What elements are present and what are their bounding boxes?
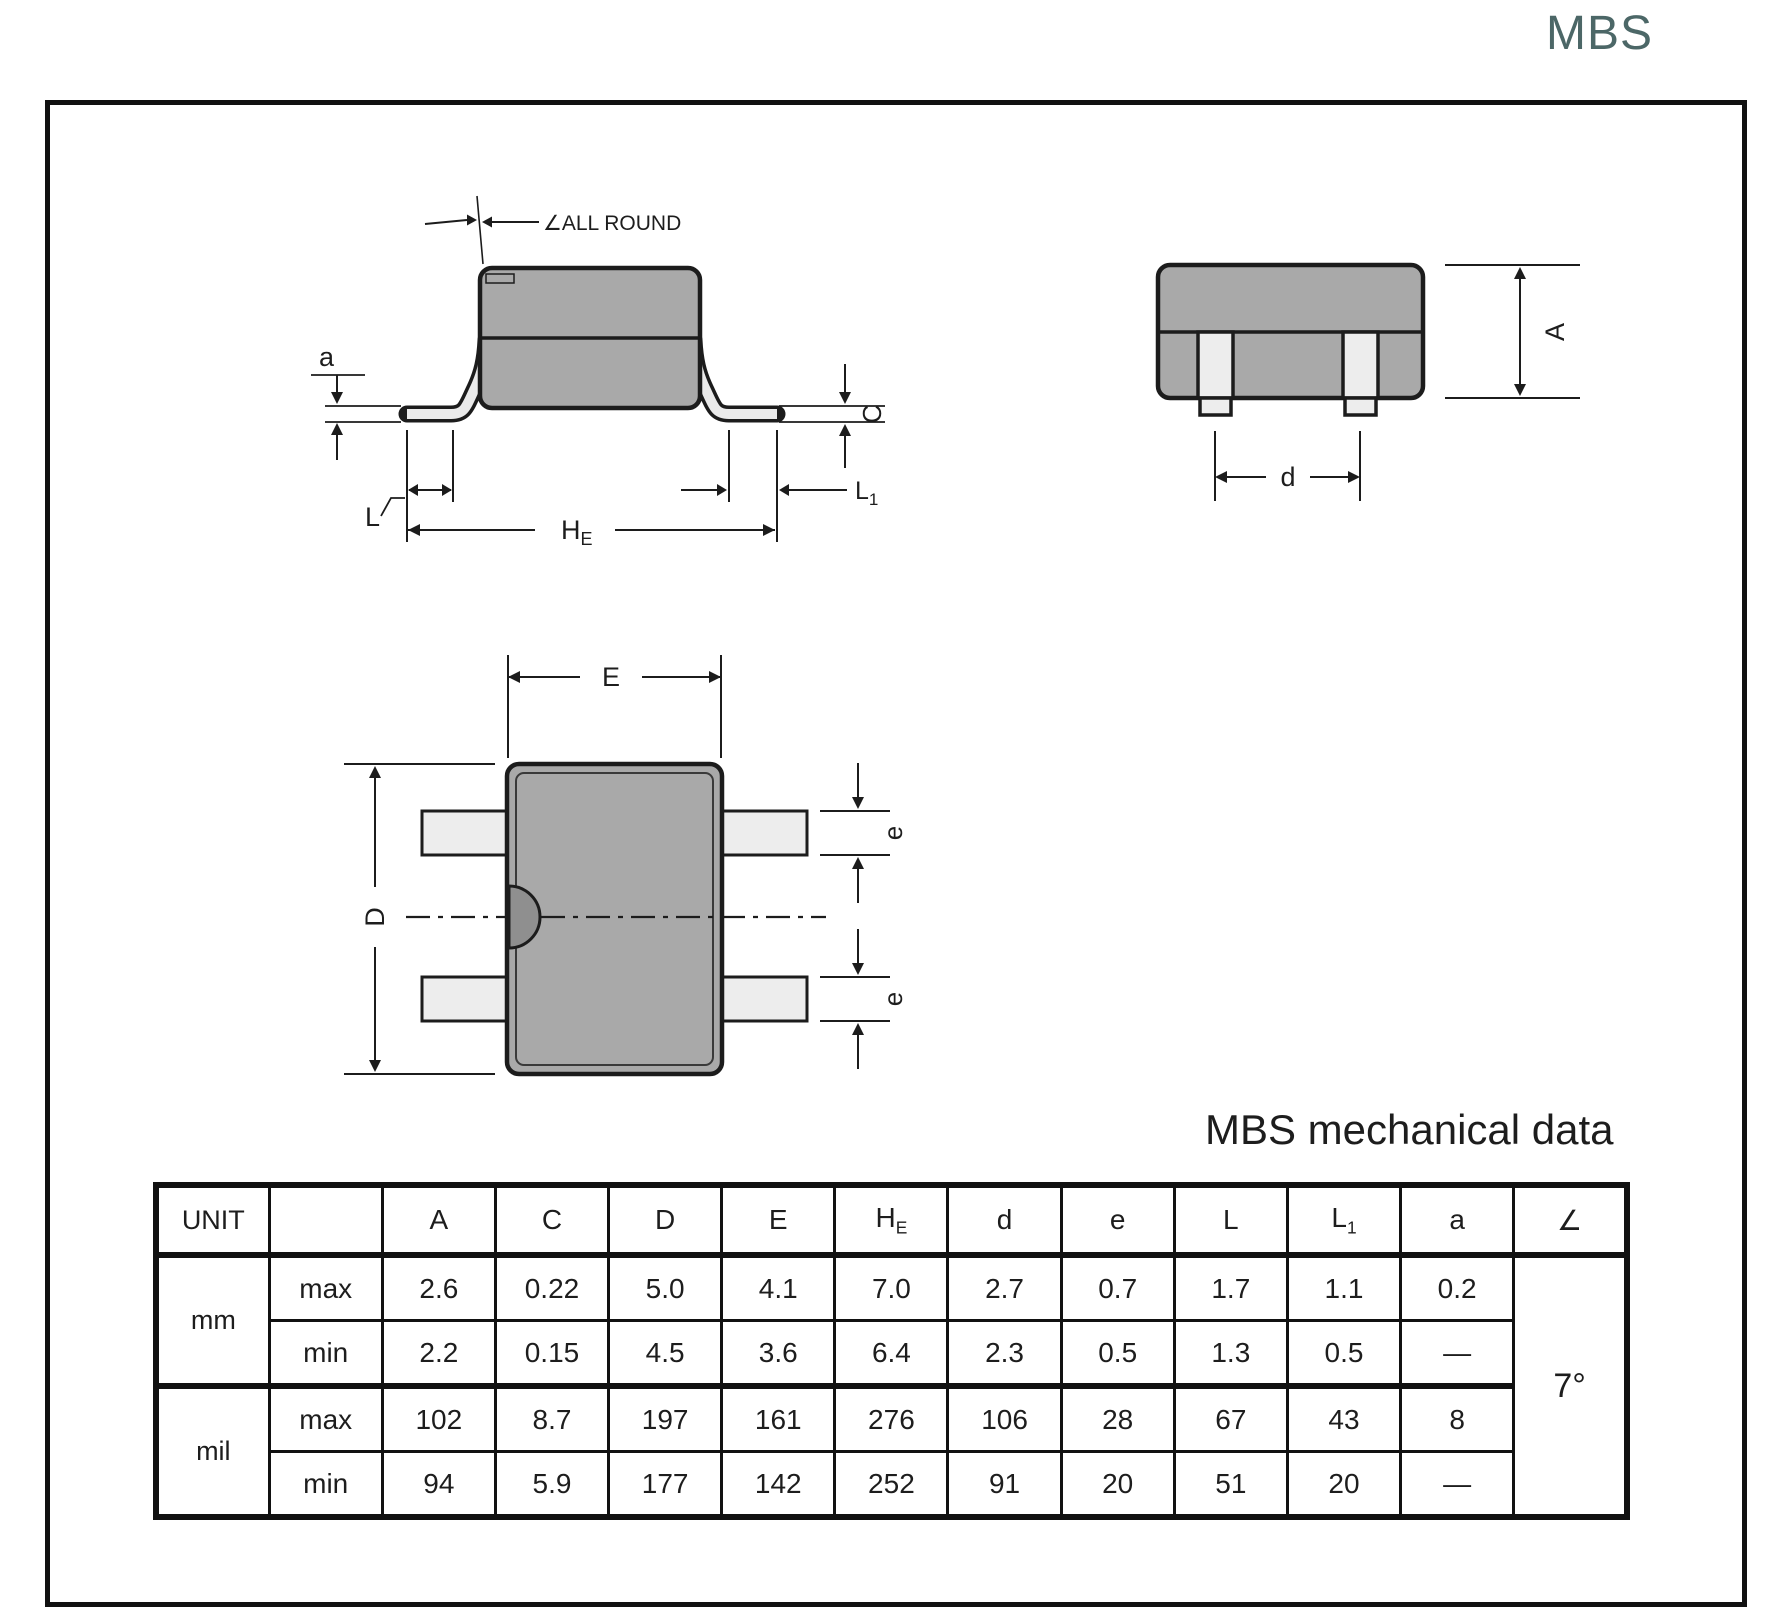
dim-e-lower-label: e <box>878 991 908 1007</box>
dim-l1-label: $L_1$ <box>855 477 879 509</box>
angle-value: 7° <box>1514 1255 1627 1517</box>
cell: 8 <box>1401 1386 1514 1452</box>
row-mil-max <box>156 1386 1627 1452</box>
cell: 252 <box>835 1452 948 1518</box>
cell: 8.7 <box>495 1386 608 1452</box>
cell: 0.5 <box>1287 1321 1400 1387</box>
table-title: MBS mechanical data <box>1205 1106 1614 1153</box>
cell: 161 <box>722 1386 835 1452</box>
cell: 2.7 <box>948 1255 1061 1321</box>
dim-l-label: L <box>365 502 381 532</box>
row-label: min <box>269 1321 382 1387</box>
cell: 5.0 <box>609 1255 722 1321</box>
dim-d <box>1215 431 1360 501</box>
dim-he-label: $H_E$ <box>561 515 593 549</box>
row-mm-max <box>156 1255 1627 1321</box>
cell: 1.7 <box>1174 1255 1287 1321</box>
dim-a <box>311 342 401 460</box>
all-round-callout <box>425 196 681 264</box>
cell: 4.1 <box>722 1255 835 1321</box>
dim-a-cap-label: A <box>1540 322 1570 342</box>
cell: 20 <box>1287 1452 1400 1518</box>
cell: 2.6 <box>382 1255 495 1321</box>
cell: 5.9 <box>495 1452 608 1518</box>
lead-left <box>407 340 486 414</box>
mechanical-data-table <box>153 1182 1630 1520</box>
end-view-diagram <box>1120 255 1590 505</box>
dim-e-cap-label: E <box>601 662 621 692</box>
dim-c-label: C <box>857 404 887 424</box>
table-header-row <box>156 1185 1627 1255</box>
cell: 7.0 <box>835 1255 948 1321</box>
dim-e-upper <box>820 763 908 903</box>
cell: — <box>1401 1452 1514 1518</box>
cell: 2.3 <box>948 1321 1061 1387</box>
dim-he <box>408 515 775 549</box>
dim-e-lower <box>820 929 908 1069</box>
cell: 4.5 <box>609 1321 722 1387</box>
pin-right <box>1343 332 1378 415</box>
cell: 0.22 <box>495 1255 608 1321</box>
row-mm-min <box>156 1321 1627 1387</box>
pin-top-right <box>722 811 807 855</box>
header-col-E: E <box>722 1185 835 1255</box>
cell: 67 <box>1174 1386 1287 1452</box>
dim-a-label: a <box>319 342 335 372</box>
dim-d-label: d <box>1280 462 1296 492</box>
row-label: min <box>269 1452 382 1518</box>
dim-d-cap-label: D <box>360 907 390 927</box>
cell: 1.1 <box>1287 1255 1400 1321</box>
pin-bottom-left <box>422 977 507 1021</box>
cell: 94 <box>382 1452 495 1518</box>
cell: 20 <box>1061 1452 1174 1518</box>
cell: 0.15 <box>495 1321 608 1387</box>
header-col-C: C <box>495 1185 608 1255</box>
header-col-e: e <box>1061 1185 1174 1255</box>
dim-l1 <box>681 430 878 542</box>
cell: 276 <box>835 1386 948 1452</box>
all-round-label: ∠ALL ROUND <box>543 212 682 235</box>
header-col-L1: $L_1$ <box>1287 1185 1400 1255</box>
pin-bottom-right <box>722 977 807 1021</box>
unit-mm: mm <box>156 1255 269 1386</box>
side-view-diagram <box>285 190 945 550</box>
header-col-A: A <box>382 1185 495 1255</box>
unit-mil: mil <box>156 1386 269 1517</box>
header-unit: UNIT <box>156 1185 269 1255</box>
row-label: max <box>269 1386 382 1452</box>
dim-l <box>365 430 453 542</box>
cell: 51 <box>1174 1452 1287 1518</box>
cell: 0.2 <box>1401 1255 1514 1321</box>
cell: 43 <box>1287 1386 1400 1452</box>
top-view-diagram <box>330 625 920 1095</box>
cell: — <box>1401 1321 1514 1387</box>
dim-e-cap <box>508 655 721 758</box>
cell: 197 <box>609 1386 722 1452</box>
cell: 1.3 <box>1174 1321 1287 1387</box>
header-col-a: a <box>1401 1185 1514 1255</box>
row-mil-min <box>156 1452 1627 1518</box>
cell: 28 <box>1061 1386 1174 1452</box>
header-col-angle: ∠ <box>1514 1185 1627 1255</box>
cell: 6.4 <box>835 1321 948 1387</box>
header-col-HE: $H_E$ <box>835 1185 948 1255</box>
row-label: max <box>269 1255 382 1321</box>
page-title: MBS <box>1546 7 1654 60</box>
dim-a-cap <box>1445 265 1580 398</box>
cell: 2.2 <box>382 1321 495 1387</box>
cell: 3.6 <box>722 1321 835 1387</box>
cell: 142 <box>722 1452 835 1518</box>
header-blank <box>269 1185 382 1255</box>
header-col-D: D <box>609 1185 722 1255</box>
lead-right <box>694 340 777 414</box>
cell: 91 <box>948 1452 1061 1518</box>
header-col-L: L <box>1174 1185 1287 1255</box>
dim-e-upper-label: e <box>878 825 908 841</box>
cell: 106 <box>948 1386 1061 1452</box>
cell: 177 <box>609 1452 722 1518</box>
pin-left <box>1198 332 1233 415</box>
pin-top-left <box>422 811 507 855</box>
cell: 0.7 <box>1061 1255 1174 1321</box>
cell: 0.5 <box>1061 1321 1174 1387</box>
dim-c <box>779 364 887 468</box>
header-col-d: d <box>948 1185 1061 1255</box>
cell: 102 <box>382 1386 495 1452</box>
